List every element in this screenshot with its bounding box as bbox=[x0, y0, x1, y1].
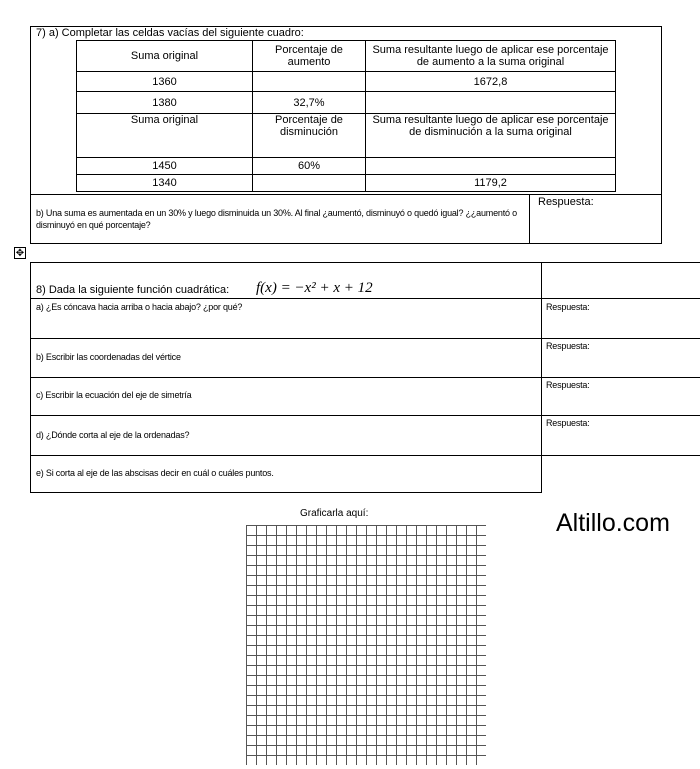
q8-item-e: e) Si corta al eje de las abscisas decir en cuál o cuáles puntos. bbox=[36, 468, 274, 478]
q7b-text: b) Una suma es aumentada en un 30% y luego disminuida un 30%. Al final ¿aumentó, disminuyó o quedó igual? ¿¿aumentó o disminuyó en qué porcentaje? bbox=[36, 208, 517, 230]
header-suma-resultante: Suma resultante luego de aplicar ese porcentaje de disminución a la suma original bbox=[366, 114, 616, 158]
table-cell-empty[interactable] bbox=[253, 72, 366, 92]
q7-table bbox=[76, 40, 616, 192]
table-cell-empty[interactable] bbox=[366, 92, 616, 114]
q8-row-line bbox=[30, 298, 700, 299]
header-porcentaje-disminucion: Porcentaje de disminución bbox=[253, 114, 366, 158]
q8-row-line bbox=[30, 338, 700, 339]
header-suma-original: Suma original bbox=[77, 41, 253, 72]
q8-item-c: c) Escribir la ecuación del eje de simetría bbox=[36, 390, 192, 400]
table-cell-empty[interactable] bbox=[253, 175, 366, 192]
q8-formula: f(x) = −x² + x + 12 bbox=[256, 280, 373, 296]
q8-bottom-line bbox=[30, 492, 542, 493]
table-cell-empty[interactable] bbox=[366, 158, 616, 175]
q8-item-c-answer: Respuesta: bbox=[546, 380, 590, 390]
q8-top-line bbox=[30, 262, 700, 263]
table-cell: 1450 bbox=[77, 158, 253, 175]
header-porcentaje-aumento: Porcentaje de aumento bbox=[253, 41, 366, 72]
q7-title: 7) a) Completar las celdas vacías del siguiente cuadro: bbox=[36, 27, 304, 39]
q8-item-b: b) Escribir las coordenadas del vértice bbox=[36, 352, 181, 362]
header-suma-resultante: Suma resultante luego de aplicar ese porcentaje de aumento a la suma original bbox=[366, 41, 616, 72]
q8-item-d-answer: Respuesta: bbox=[546, 418, 590, 428]
move-icon[interactable]: ✥ bbox=[15, 248, 25, 259]
q8-item-a-answer: Respuesta: bbox=[546, 302, 590, 312]
q8-row-line bbox=[30, 455, 700, 456]
graph-label: Graficarla aquí: bbox=[300, 508, 369, 519]
q8-row-line bbox=[30, 377, 700, 378]
grid-lines bbox=[246, 525, 486, 765]
graph-grid[interactable] bbox=[246, 525, 486, 765]
table-cell: 1360 bbox=[77, 72, 253, 92]
table-cell: 1179,2 bbox=[366, 175, 616, 192]
q8-item-d: d) ¿Dónde corta al eje de la ordenadas? bbox=[36, 430, 190, 440]
table-cell: 1340 bbox=[77, 175, 253, 192]
table-cell: 1672,8 bbox=[366, 72, 616, 92]
q8-item-a: a) ¿Es cóncava hacia arriba o hacia abajo? ¿por qué? bbox=[36, 302, 243, 312]
table-cell: 60% bbox=[253, 158, 366, 175]
q8-title: 8) Dada la siguiente función cuadrática: bbox=[36, 284, 230, 296]
q7b-divider bbox=[529, 194, 530, 244]
header-suma-original: Suma original bbox=[77, 114, 253, 158]
q8-item-b-answer: Respuesta: bbox=[546, 341, 590, 351]
table-cell: 32,7% bbox=[253, 92, 366, 114]
q8-row-line bbox=[30, 415, 700, 416]
q7b-answer-label: Respuesta: bbox=[538, 196, 594, 208]
table-cell: 1380 bbox=[77, 92, 253, 114]
watermark-altillo: Altillo.com bbox=[556, 509, 670, 537]
